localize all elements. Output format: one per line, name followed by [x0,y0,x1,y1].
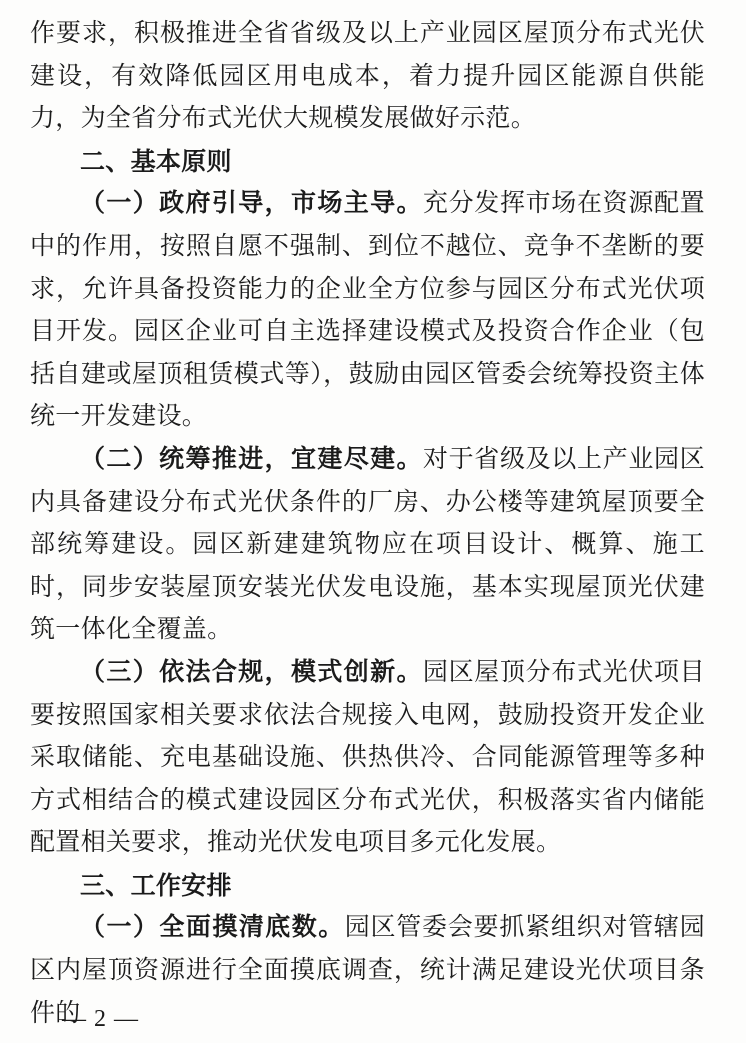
paragraph-text: 对于省级及以上产业园区内具备建设分布式光伏条件的厂房、办公楼等建筑屋顶要全部统筹建设。园区新建建筑物应在项目设计、概算、施工时，同步安装屋顶安装光伏发电设施，基本实现屋顶光伏建筑一体化全覆盖。 [30,445,705,644]
paragraph-lead: （一）全面摸清底数。 [80,914,345,942]
paragraph-lead: （一）政府引导，市场主导。 [80,190,423,218]
paragraph-text: 充分发挥市场在资源配置中的作用，按照自愿不强制、到位不越位、竞争不垄断的要求，允许具备投资能力的企业全方位参与园区分布式光伏项目开发。园区企业可自主选择建设模式及投资合作企业（包括自建或屋顶租赁模式等），鼓励由园区管委会统筹投资主体统一开发建设。 [30,190,705,431]
paragraph-text: 园区管委会要抓紧组织对管辖园区内屋顶资源进行全面摸底调查，统计满足建设光伏项目条件的 [30,914,705,1027]
paragraph-principle-2 [30,439,705,652]
section-heading-work-arrangement: 三、工作安排 [80,871,232,900]
paragraph-lead: （三）依法合规，模式创新。 [80,658,423,686]
paragraph-principle-1 [30,183,705,439]
paragraph-text: 园区屋顶分布式光伏项目要按照国家相关要求依法合规接入电网，鼓励投资开发企业采取储能、充电基础设施、供热供冷、合同能源管理等多种方式相结合的模式建设园区分布式光伏，积极落实省内储能配置相关要求，推动光伏发电项目多元化发展。 [30,658,705,857]
paragraph-principle-3 [30,652,705,865]
section-heading-basic-principles: 二、基本原则 [80,147,232,176]
paragraph-intro-continuation: 作要求，积极推进全省省级及以上产业园区屋顶分布式光伏建设，有效降低园区用电成本，着力提升园区能源自供能力，为全省分布式光伏大规模发展做好示范。 [30,20,705,133]
paragraph-lead: （二）统筹推进，宜建尽建。 [80,445,423,473]
page-number: — 2 — [62,1006,139,1032]
